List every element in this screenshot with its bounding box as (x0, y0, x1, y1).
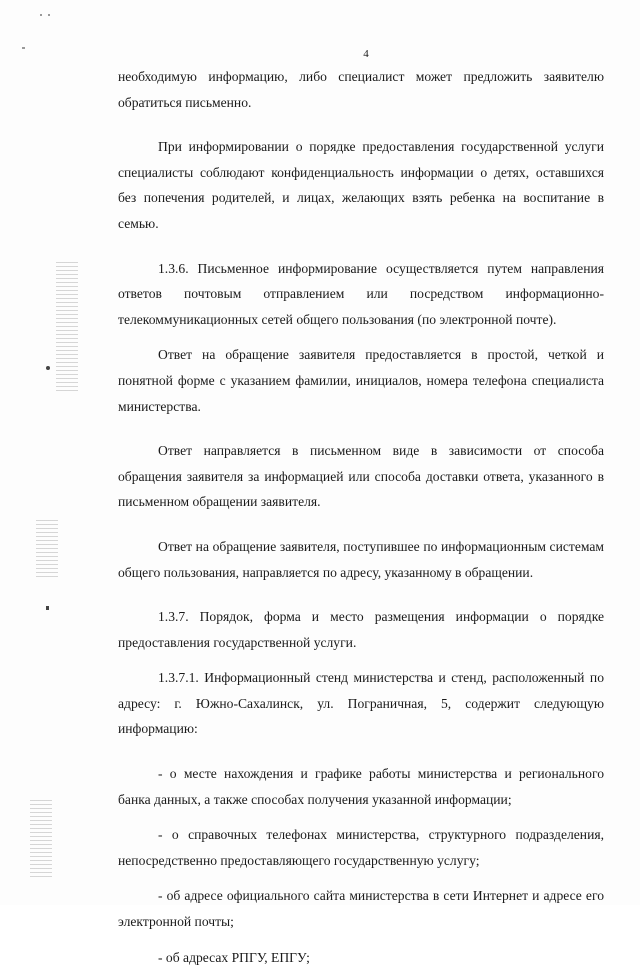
scan-noise-strip (56, 262, 78, 392)
scan-noise-strip (30, 800, 52, 880)
scan-speck (46, 366, 50, 370)
paragraph: Ответ на обращение заявителя, поступившее по информационным системам общего пользования, направляется по адресу, указанному в обращении. (118, 538, 604, 580)
document-body (118, 64, 604, 970)
paragraph: Ответ направляется в письменном виде в зависимости от способа обращения заявителя за информацией или способа доставки ответа, указанного в письменном обращении заявителя. (118, 443, 604, 510)
scan-noise-strip (36, 520, 58, 580)
scan-speck (46, 606, 49, 610)
page-number: 4 (363, 48, 369, 60)
paragraph: При информировании о порядке предоставления государственной услуги специалисты соблюдают конфиденциальность информации о детях, оставшихся без попечения родителей, и лицах, желающих взять ребенка на воспитание в семью. (118, 139, 604, 231)
paragraph: 1.3.7.1. Информационный стенд министерства и стенд, расположенный по адресу: г. Южно-Сахалинск, ул. Пограничная, 5, содержит следующую информацию: (118, 670, 604, 737)
paragraph: 1.3.6. Письменное информирование осуществляется путем направления ответов почтовым отправлением или посредством информационно-телекоммуникационных сетей общего пользования (по электронной почте). (118, 260, 604, 327)
list-item: - об адресе официального сайта министерства в сети Интернет и адресе его электронной почты; (118, 888, 604, 930)
list-item: - о справочных телефонах министерства, структурного подразделения, непосредственно предоставляющего государственную услугу; (118, 827, 604, 868)
list-item: - об адресах РПГУ, ЕПГУ; (158, 949, 310, 965)
paragraph: Ответ на обращение заявителя предоставляется в простой, четкой и понятной форме с указанием фамилии, инициалов, номера телефона специалиста министерства. (118, 347, 604, 414)
scan-speck (48, 14, 50, 16)
paragraph: необходимую информацию, либо специалист может предложить заявителю обратиться письменно. (118, 69, 604, 110)
scan-speck (40, 14, 42, 16)
list-item: - о месте нахождения и графике работы министерства и регионального банка данных, а также способах получения указанной информации; (118, 766, 604, 807)
scan-margin-artifacts (0, 0, 110, 905)
paragraph: 1.3.7. Порядок, форма и место размещения информации о порядке предоставления государственной услуги. (118, 609, 604, 650)
